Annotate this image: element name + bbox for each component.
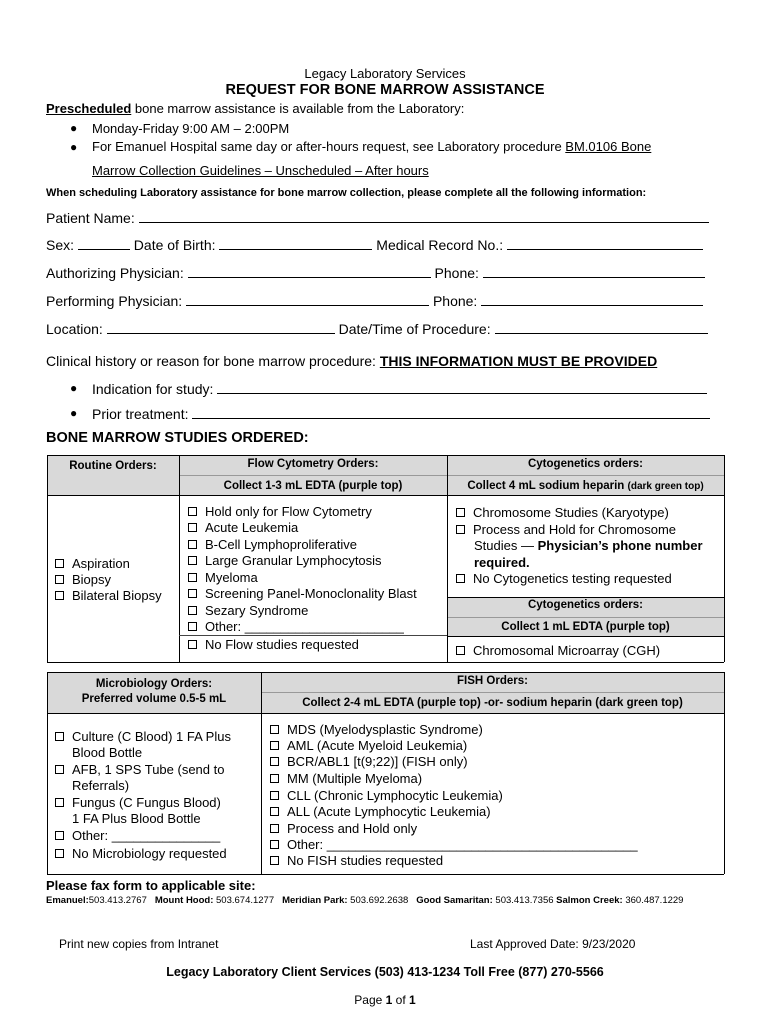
bullet-icon: ● — [70, 121, 78, 135]
page-number — [0, 993, 770, 1007]
checkbox-icon[interactable] — [188, 589, 197, 598]
clinical-history-row — [46, 353, 657, 369]
routine-header: Routine Orders: — [69, 460, 157, 472]
micro-option[interactable] — [55, 729, 231, 745]
authorizing-phone-field[interactable] — [483, 264, 705, 278]
flow-option[interactable] — [188, 553, 382, 569]
fish-option[interactable] — [270, 821, 417, 837]
page-label: Page — [354, 993, 386, 1007]
routine-option[interactable] — [55, 556, 130, 572]
cyto-option[interactable] — [456, 505, 669, 521]
emanuel-bullet — [92, 139, 651, 154]
fax-site-name: Good Samaritan: — [416, 895, 493, 906]
checkbox-icon[interactable] — [55, 559, 64, 568]
fish-subheader: Collect 2-4 mL EDTA (purple top) -or- sodium heparin (dark green top) — [302, 697, 683, 709]
checkbox-icon[interactable] — [270, 774, 279, 783]
phone-required-label: Physician’s phone number — [537, 538, 703, 553]
checkbox-icon[interactable] — [270, 840, 279, 849]
patient-name-row — [46, 209, 709, 226]
cyto-option-label: Chromosome Studies (Karyotype) — [473, 505, 669, 520]
checkbox-icon[interactable] — [55, 798, 64, 807]
checkbox-icon[interactable] — [270, 725, 279, 734]
checkbox-icon[interactable] — [55, 732, 64, 741]
indication-label: Indication for study: — [92, 381, 214, 397]
micro-option-label: Other: _______________ — [72, 828, 221, 843]
fax-site-name: Mount Hood: — [154, 895, 214, 906]
checkbox-icon[interactable] — [188, 507, 197, 516]
checkbox-icon[interactable] — [270, 791, 279, 800]
fish-option[interactable] — [270, 788, 503, 804]
print-note: Print new copies from Intranet — [59, 937, 219, 951]
cyto-none-option[interactable] — [456, 571, 672, 587]
checkbox-icon[interactable] — [55, 591, 64, 600]
bullet-icon: ● — [70, 140, 78, 154]
authorizing-physician-field[interactable] — [188, 264, 431, 278]
checkbox-icon[interactable] — [188, 573, 197, 582]
fax-heading: Please fax form to applicable site: — [46, 878, 256, 893]
authorizing-phone-label: Phone: — [434, 265, 479, 281]
checkbox-icon[interactable] — [456, 574, 465, 583]
fax-site-name: Meridian Park: — [282, 895, 348, 906]
prior-treatment-field[interactable] — [192, 405, 710, 419]
patient-name-label: Patient Name: — [46, 210, 135, 226]
flow-header: Flow Cytometry Orders: — [247, 458, 379, 470]
fish-option-label: MDS (Myelodysplastic Syndrome) — [287, 722, 483, 737]
micro-option-label: Culture (C Blood) 1 FA Plus — [72, 729, 231, 744]
dob-label: Date of Birth: — [133, 237, 216, 253]
checkbox-icon[interactable] — [270, 856, 279, 865]
micro-option[interactable] — [55, 795, 221, 811]
sex-label: Sex: — [46, 237, 75, 253]
fish-option[interactable] — [270, 771, 422, 787]
cyto-sub-main: Collect 4 mL sodium heparin — [467, 480, 628, 492]
cgh-option[interactable] — [456, 643, 660, 659]
studies-heading: BONE MARROW STUDIES ORDERED: — [46, 430, 309, 446]
fish-option-label: Other: ___________________________________________ — [287, 837, 638, 852]
prescheduled-label: Prescheduled — [46, 101, 132, 116]
datetime-field[interactable] — [495, 320, 708, 334]
flow-option-label: Other: ______________________ — [205, 619, 404, 634]
location-label: Location: — [46, 321, 103, 337]
cyto2-header: Cytogenetics orders: — [527, 599, 644, 611]
flow-option[interactable] — [188, 619, 404, 635]
bullet-icon: ● — [70, 406, 78, 420]
fish-option-label: AML (Acute Myeloid Leukemia) — [287, 738, 468, 753]
flow-option-label: Myeloma — [205, 570, 258, 585]
cyto-none-label: No Cytogenetics testing requested — [473, 571, 672, 586]
fish-option-label: Process and Hold only — [287, 821, 418, 836]
micro-header: Microbiology Orders: — [95, 678, 213, 690]
micro-subheader: Preferred volume 0.5-5 mL — [81, 693, 227, 705]
checkbox-icon[interactable] — [456, 525, 465, 534]
performing-phone-field[interactable] — [481, 292, 703, 306]
micro-none-option[interactable] — [55, 846, 227, 862]
flow-option-label: Sezary Syndrome — [205, 603, 309, 618]
checkbox-icon[interactable] — [456, 508, 465, 517]
flow-none-option[interactable] — [188, 637, 359, 653]
flow-option[interactable] — [188, 570, 258, 586]
checkbox-icon[interactable] — [55, 575, 64, 584]
checkbox-icon[interactable] — [188, 606, 197, 615]
checkbox-icon[interactable] — [270, 757, 279, 766]
fish-none-label: No FISH studies requested — [287, 853, 444, 868]
flow-option-label: Acute Leukemia — [205, 520, 299, 535]
performing-row — [46, 292, 703, 309]
fish-none-option[interactable] — [270, 853, 443, 869]
micro-none-label: No Microbiology requested — [72, 846, 227, 861]
mrn-field[interactable] — [507, 236, 703, 250]
cyto-subheader — [447, 480, 724, 492]
patient-name-field[interactable] — [139, 209, 709, 223]
cyto-option-continued — [474, 538, 703, 554]
checkbox-icon[interactable] — [188, 540, 197, 549]
page-title: REQUEST FOR BONE MARROW ASSISTANCE — [225, 82, 545, 98]
flow-option[interactable] — [188, 537, 357, 553]
fish-option[interactable] — [270, 738, 467, 754]
fish-option[interactable] — [270, 722, 483, 738]
authorizing-row — [46, 264, 705, 281]
routine-option[interactable] — [55, 588, 162, 604]
cgh-label: Chromosomal Microarray (CGH) — [473, 643, 661, 658]
performing-physician-field[interactable] — [186, 292, 429, 306]
datetime-label: Date/Time of Procedure: — [338, 321, 491, 337]
fax-sites — [46, 895, 683, 906]
routine-option-label: Bilateral Biopsy — [72, 588, 162, 603]
micro-option[interactable] — [55, 828, 220, 844]
checkbox-icon[interactable] — [55, 765, 64, 774]
routine-option[interactable] — [55, 572, 111, 588]
checkbox-icon[interactable] — [456, 646, 465, 655]
micro-option-label: Fungus (C Fungus Blood) — [72, 795, 221, 810]
intro-line — [46, 101, 464, 116]
client-services: Legacy Laboratory Client Services (503) 413-1234 Toll Free (877) 270-5566 — [166, 965, 604, 979]
required-label: required. — [474, 555, 530, 570]
fax-site-name: Salmon Creek: — [556, 895, 623, 906]
cyto-option[interactable] — [456, 522, 676, 538]
indication-field[interactable] — [217, 380, 707, 394]
micro-option[interactable] — [55, 762, 224, 778]
procedure-link[interactable]: BM.0106 Bone — [565, 139, 652, 154]
emanuel-bullet-text: For Emanuel Hospital same day or after-hours request, see Laboratory procedure — [92, 139, 566, 154]
micro-option-label-cont: 1 FA Plus Blood Bottle — [72, 811, 201, 826]
flow-option-label: B-Cell Lymphoproliferative — [205, 537, 357, 552]
performing-phone-label: Phone: — [432, 293, 478, 309]
fish-header: FISH Orders: — [457, 675, 528, 687]
fax-site-number: 503.413.2767 — [88, 895, 147, 906]
location-field[interactable] — [107, 320, 335, 334]
cyto2-subheader: Collect 1 mL EDTA (purple top) — [501, 621, 670, 633]
intro-text: bone marrow assistance is available from the Laboratory: — [131, 101, 465, 116]
fax-site-name: Emanuel: — [46, 895, 89, 906]
checkbox-icon[interactable] — [270, 741, 279, 750]
flow-option[interactable] — [188, 586, 417, 602]
sex-dob-mrn-row — [46, 236, 703, 253]
fax-site-number: 503.692.2638 — [350, 895, 409, 906]
flow-none-label: No Flow studies requested — [205, 637, 359, 652]
routine-option-label: Biopsy — [72, 572, 112, 587]
page-of: of — [392, 993, 410, 1007]
checkbox-icon[interactable] — [188, 556, 197, 565]
cyto-option-label: Process and Hold for Chromosome — [473, 522, 677, 537]
prior-treatment-row — [92, 405, 710, 422]
must-provide-label: THIS INFORMATION MUST BE PROVIDED — [379, 353, 658, 369]
hours-bullet: Monday-Friday 9:00 AM – 2:00PM — [92, 121, 290, 136]
fish-option[interactable] — [270, 837, 638, 853]
authorizing-physician-label: Authorizing Physician: — [46, 265, 184, 281]
routine-option-label: Aspiration — [72, 556, 130, 571]
flow-option[interactable] — [188, 504, 372, 520]
checkbox-icon[interactable] — [188, 640, 197, 649]
checkbox-icon[interactable] — [270, 807, 279, 816]
page-current: 1 — [385, 993, 393, 1007]
flow-option[interactable] — [188, 520, 298, 536]
fax-site-number: 360.487.1229 — [625, 895, 684, 906]
fish-option-label: ALL (Acute Lymphocytic Leukemia) — [287, 804, 491, 819]
flow-option-label: Hold only for Flow Cytometry — [205, 504, 372, 519]
fish-option[interactable] — [270, 804, 491, 820]
indication-row — [92, 380, 707, 397]
cyto-header: Cytogenetics orders: — [527, 458, 644, 470]
clinical-history-label: Clinical history or reason for bone marrow procedure: — [46, 353, 380, 369]
fish-option-label: CLL (Chronic Lymphocytic Leukemia) — [287, 788, 503, 803]
checkbox-icon[interactable] — [188, 622, 197, 631]
fish-option-label: BCR/ABL1 [t(9;22)] (FISH only) — [287, 754, 468, 769]
dob-field[interactable] — [219, 236, 372, 250]
flow-option-label: Screening Panel-Monoclonality Blast — [205, 586, 417, 601]
checkbox-icon[interactable] — [55, 849, 64, 858]
checkbox-icon[interactable] — [270, 824, 279, 833]
fax-site-number: 503.413.7356 — [495, 895, 554, 906]
cyto-sub-color: (dark green top) — [627, 481, 704, 492]
performing-physician-label: Performing Physician: — [46, 293, 183, 309]
checkbox-icon[interactable] — [55, 831, 64, 840]
fish-option[interactable] — [270, 754, 468, 770]
sex-field[interactable] — [78, 236, 130, 250]
fish-option-label: MM (Multiple Myeloma) — [287, 771, 423, 786]
approved-date: Last Approved Date: 9/23/2020 — [470, 937, 636, 951]
flow-option-label: Large Granular Lymphocytosis — [205, 553, 382, 568]
org-name: Legacy Laboratory Services — [304, 66, 466, 81]
fax-site-number: 503.674.1277 — [216, 895, 275, 906]
flow-subheader: Collect 1-3 mL EDTA (purple top) — [223, 480, 403, 492]
prior-treatment-label: Prior treatment: — [92, 406, 189, 422]
flow-option[interactable] — [188, 603, 308, 619]
micro-option-label: AFB, 1 SPS Tube (send to — [72, 762, 225, 777]
micro-option-label-cont: Blood Bottle — [72, 745, 143, 760]
mrn-label: Medical Record No.: — [376, 237, 504, 253]
procedure-link-continued[interactable]: Marrow Collection Guidelines – Unscheduled – After hours — [92, 163, 429, 178]
bullet-icon: ● — [70, 381, 78, 395]
cyto-option-label: Studies — — [474, 538, 538, 553]
micro-option-label-cont: Referrals) — [72, 778, 130, 793]
location-row — [46, 320, 708, 337]
checkbox-icon[interactable] — [188, 523, 197, 532]
scheduling-instruction: When scheduling Laboratory assistance for bone marrow collection, please complete all the following information: — [46, 187, 647, 199]
page-total: 1 — [409, 993, 416, 1007]
